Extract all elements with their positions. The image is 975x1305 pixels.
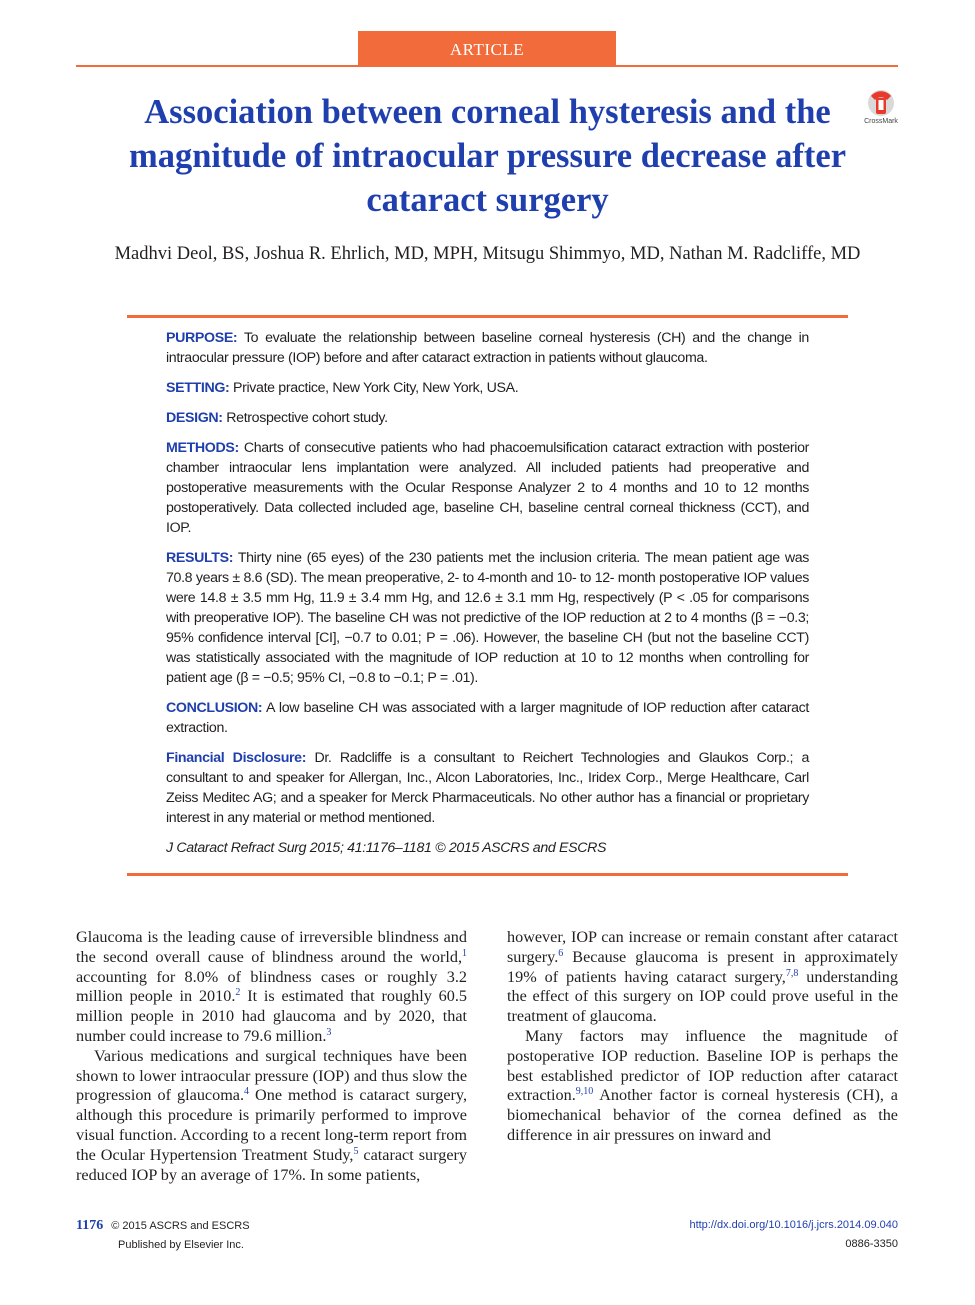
crossmark-label: CrossMark <box>864 118 898 125</box>
purpose-label: PURPOSE: <box>166 330 238 346</box>
purpose-text: To evaluate the relationship between baseline corneal hysteresis (CH) and the change in intraocular pressure (IOP) before and after cataract extraction in patients without glaucoma. <box>166 330 809 366</box>
disclosure-text: Dr. Radcliffe is a consultant to Reichert Technologies and Glaukos Corp.; a consultant to and speaker for Allergan, Inc., Alcon Laboratories, Inc., Iridex Corp., Merge Healthcare, Carl Zeiss Meditec AG; and a speaker for Merck Pharmaceuticals. No other author has a financial or proprietary interest in any material or method mentioned. <box>166 750 809 826</box>
results-text: Thirty nine (65 eyes) of the 230 patients met the inclusion criteria. The mean patient age was 70.8 years ± 8.6 (SD). The mean preoperative, 2- to 4-month and 10- to 12- month postoperative IOP values were 14.8 ± 3.5 mm Hg, 11.9 ± 3.4 mm Hg, and 12.6 ± 3.1 mm Hg, respectively (P < .05 for comparisons with preoperative IOP). The baseline CH was not predictive of the IOP reduction at 2 to 4 months (β = −0.3; 95% confidence interval [CI], −0.7 to 0.01; P = .06). However, the baseline CH (but not the baseline CCT) was statistically associated with the magnitude of IOP reduction at 10 to 12 months when controlling for patient age (β = −0.5; 95% CI, −0.8 to −0.1; P = .01). <box>166 550 809 686</box>
abstract <box>166 328 809 868</box>
design-label: DESIGN: <box>166 410 223 426</box>
methods-label: METHODS: <box>166 440 239 456</box>
reference-link[interactable]: 6 <box>558 947 564 959</box>
abstract-results <box>166 548 809 688</box>
page-number: 1176 <box>76 1218 104 1233</box>
header-rule <box>76 65 898 67</box>
body-column-right <box>507 928 898 1146</box>
reference-link[interactable]: 3 <box>326 1026 332 1038</box>
conclusion-text: A low baseline CH was associated with a larger magnitude of IOP reduction after cataract extraction. <box>166 700 809 736</box>
abstract-conclusion <box>166 698 809 738</box>
p2-text-2: One method is cataract surgery, although this procedure is primarily performed to improve visual function. According to a recent long-term report from the Ocular Hypertension Treatment Study, <box>76 1086 467 1164</box>
setting-text: Private practice, New York City, New York, USA. <box>233 380 519 396</box>
footer-line-1 <box>76 1216 250 1236</box>
body-paragraph-2 <box>76 1047 467 1186</box>
abstract-bottom-rule <box>127 873 848 876</box>
reference-link[interactable]: 1 <box>462 947 467 959</box>
reference-link[interactable]: 2 <box>235 987 241 999</box>
reference-link[interactable]: 4 <box>244 1086 250 1098</box>
abstract-setting <box>166 378 809 398</box>
p1-text-2: accounting for 8.0% of blindness cases or roughly 3.2 million people in 2010. <box>76 967 467 1006</box>
body-column-left <box>76 928 467 1185</box>
abstract-methods <box>166 438 809 538</box>
journal-citation: J Cataract Refract Surg 2015; 41:1176–1181 © 2015 ASCRS and ESCRS <box>166 840 607 856</box>
article-type-tag: ARTICLE <box>358 31 616 67</box>
abstract-purpose <box>166 328 809 368</box>
body-paragraph-2-continued <box>507 928 898 1027</box>
body-paragraph-3 <box>507 1027 898 1146</box>
p3-text-2: Another factor is corneal hysteresis (CH), a biomechanical behavior of the cornea defined as the difference in air pressures on inward and <box>507 1086 898 1144</box>
reference-link[interactable]: 5 <box>353 1145 359 1157</box>
article-title: Association between corneal hysteresis and the magnitude of intraocular pressure decrease after cataract surgery <box>128 93 847 219</box>
footer-publisher: Published by Elsevier Inc. <box>118 1239 244 1251</box>
p2-text-3: cataract surgery reduced IOP by an average of 17%. In some patients, <box>76 1145 467 1184</box>
abstract-top-rule <box>127 315 848 318</box>
methods-text: Charts of consecutive patients who had phacoemulsification cataract extraction with posterior chamber intraocular lens implantation were analyzed. All included patients had preoperative and postoperative measurements with the Ocular Response Analyzer 2 to 4 months and 10 to 12 months postoperatively. Data collected included age, baseline CH, baseline central corneal thickness (CCT), and IOP. <box>166 440 809 536</box>
p2-text-3: however, IOP can increase or remain constant after cataract surgery. <box>507 928 898 966</box>
disclosure-label: Financial Disclosure: <box>166 750 307 766</box>
footer-copyright: © 2015 ASCRS and ESCRS <box>111 1220 250 1232</box>
setting-label: SETTING: <box>166 380 230 396</box>
p1-text-3: It is estimated that roughly 60.5 million people in 2010 had glaucoma and by 2020, that number could increase to 79.6 million. <box>76 987 467 1045</box>
p2-text-5: understanding the effect of this surgery on IOP could prove useful in the treatment of glaucoma. <box>507 967 898 1026</box>
p2-text-1: Various medications and surgical techniques have been shown to lower intraocular pressure (IOP) and thus slow the progression of glaucoma. <box>76 1046 467 1105</box>
conclusion-label: CONCLUSION: <box>166 700 263 716</box>
reference-link[interactable]: 7,8 <box>785 967 799 979</box>
issn: 0886-3350 <box>845 1238 898 1250</box>
p3-text-1: Many factors may influence the magnitude of postoperative IOP reduction. Baseline IOP is perhaps the best established predictor of IOP reduction after cataract extraction. <box>507 1026 898 1105</box>
abstract-disclosure <box>166 748 809 828</box>
p2-text-4: Because glaucoma is present in approximately 19% of patients having cataract surgery, <box>507 947 898 986</box>
reference-link[interactable]: 9,10 <box>575 1086 594 1098</box>
body-paragraph-1 <box>76 928 467 1047</box>
results-label: RESULTS: <box>166 550 234 566</box>
footer-right <box>600 1216 898 1254</box>
abstract-design <box>166 408 809 428</box>
author-list: Madhvi Deol, BS, Joshua R. Ehrlich, MD, MPH, Mitsugu Shimmyo, MD, Nathan M. Radcliffe, MD <box>114 244 861 264</box>
doi-link[interactable]: http://dx.doi.org/10.1016/j.jcrs.2014.09.040 <box>689 1219 898 1231</box>
design-text: Retrospective cohort study. <box>226 410 388 426</box>
footer-left <box>76 1216 250 1255</box>
p1-text-1: Glaucoma is the leading cause of irreversible blindness and the second overall cause of blindness around the world, <box>76 928 467 966</box>
